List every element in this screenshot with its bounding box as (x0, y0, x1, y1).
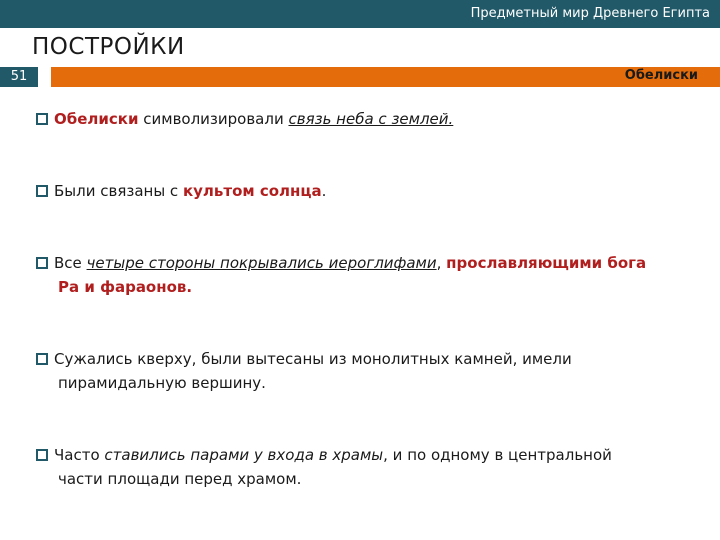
checkbox-bullet-icon (36, 185, 48, 197)
emphasis-text: культом солнца (182, 182, 322, 200)
emphasis-text: прославляющими бога (446, 254, 647, 272)
presentation-title: Предметный мир Древнего Египта (470, 6, 710, 21)
emphasis-text: Обелиски (54, 110, 139, 128)
bullet-item-1 (36, 107, 696, 131)
bullet-text: символизировали (138, 110, 289, 128)
topic-bar (51, 67, 720, 87)
bullet-item-2 (36, 179, 696, 203)
bullet-text: Часто (54, 446, 105, 464)
checkbox-bullet-icon (36, 353, 48, 365)
bullet-text: пирамидальную вершину. (58, 374, 266, 392)
bullet-text: , (436, 254, 447, 272)
slide-number: 51 (0, 67, 38, 87)
bullet-item-4 (36, 347, 696, 395)
checkbox-bullet-icon (36, 449, 48, 461)
emphasis-text: Ра и фараонов. (58, 278, 193, 296)
bullet-item-5 (36, 443, 696, 491)
topic-label: Обелиски (624, 68, 698, 83)
bullet-text: Все (54, 254, 87, 272)
checkbox-bullet-icon (36, 113, 48, 125)
underlined-text: связь неба с землей. (288, 110, 454, 128)
bullet-item-3 (36, 251, 696, 299)
bullet-text: Были связаны с (54, 182, 183, 200)
bullet-text: Сужались кверху, были вытесаны из монолитных камней, имели (54, 350, 572, 368)
checkbox-bullet-icon (36, 257, 48, 269)
bullet-text: части площади перед храмом. (58, 470, 302, 488)
italic-text: ставились парами у входа в храмы (104, 446, 384, 464)
section-title: ПОСТРОЙКИ (32, 34, 185, 60)
underlined-text: четыре стороны покрывались иероглифами (86, 254, 437, 272)
top-header-bar (0, 0, 720, 28)
bullet-text: . (321, 182, 327, 200)
bullet-text: , и по одному в центральной (383, 446, 612, 464)
